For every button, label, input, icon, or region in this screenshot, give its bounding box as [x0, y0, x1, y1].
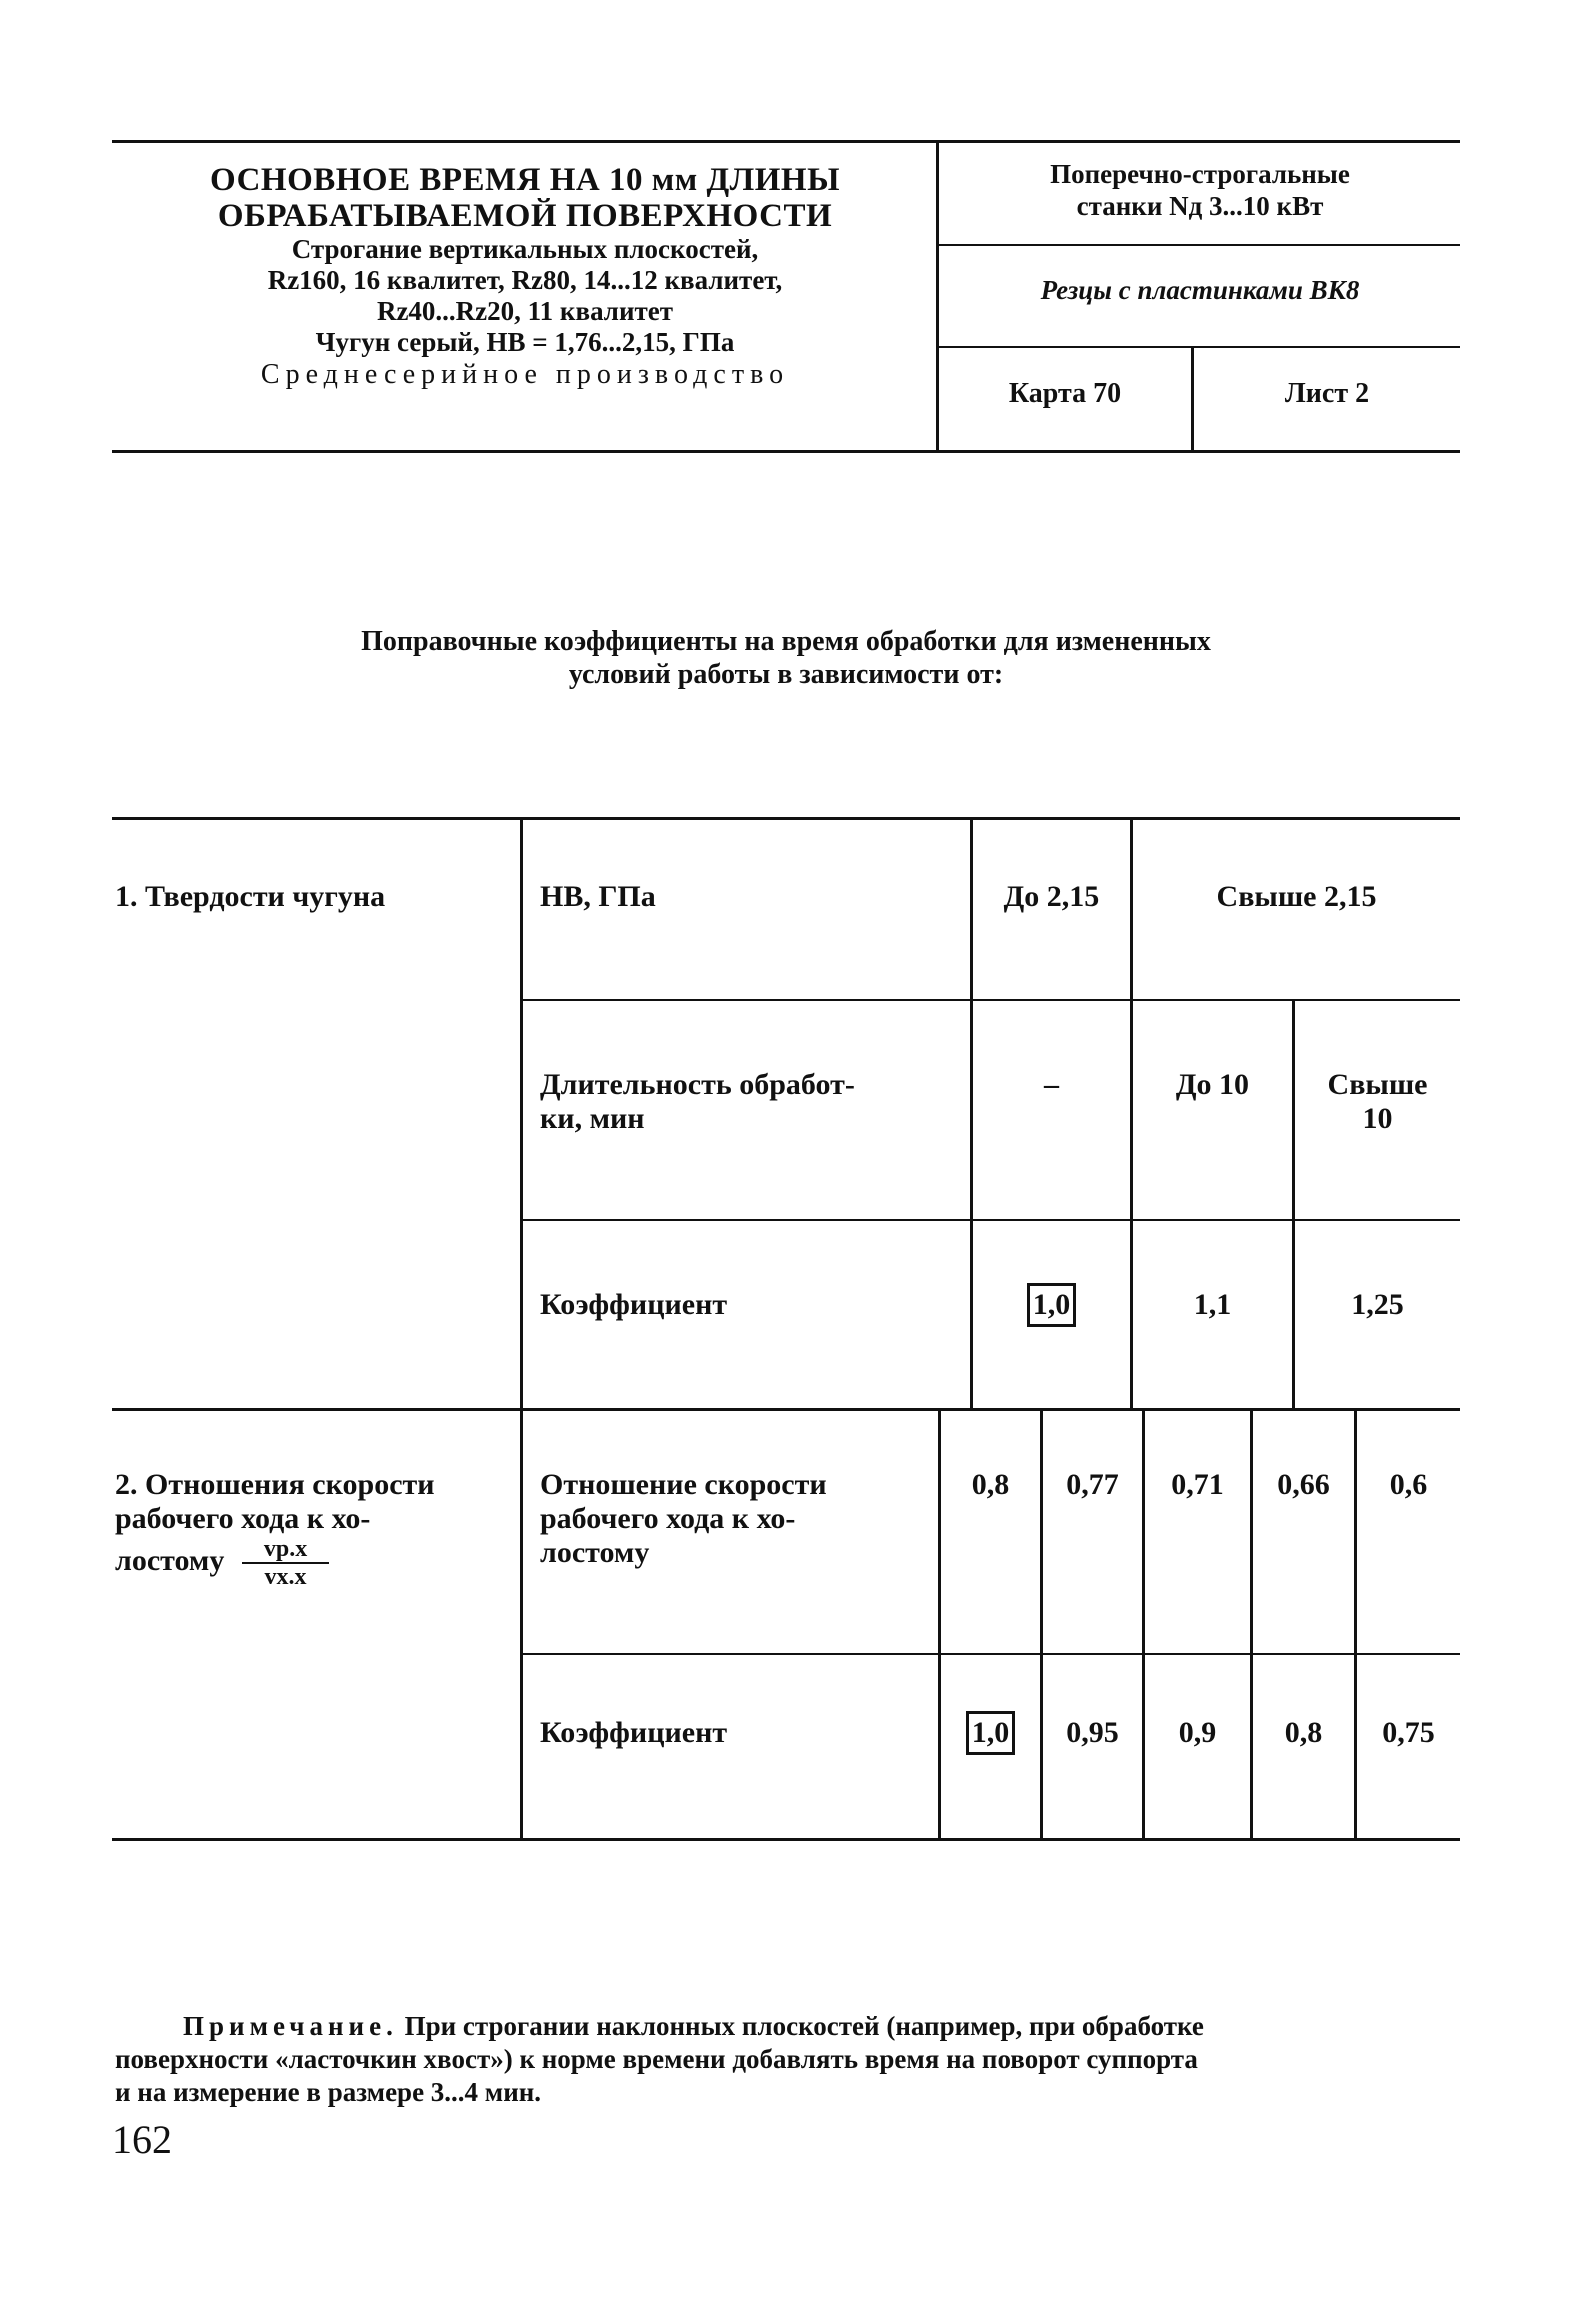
s1-row3-value1-cell — [973, 1283, 1130, 1327]
header-machine — [940, 158, 1460, 222]
s2-row1-value: 0,77 — [1066, 1468, 1119, 1501]
s2-row2-value: 0,8 — [1284, 1716, 1323, 1749]
s2-row1-param-line2: рабочего хода к хо- — [540, 1502, 796, 1535]
section1-label: 1. Твердости чугуна — [115, 880, 386, 913]
table-section-rule — [112, 1408, 1460, 1411]
note-text2: поверхности «ласточкин хвост») к норме времени добавлять время на поворот суппорта — [115, 2044, 1198, 2074]
table-bottom-rule — [112, 1838, 1460, 1841]
header-machine-line2: станки Nд 3...10 кВт — [1076, 191, 1324, 221]
section2-label-line3-text: лостому — [115, 1543, 225, 1577]
s1-row1-value2: Свыше 2,15 — [1216, 880, 1377, 913]
page-number: 162 — [112, 2117, 172, 2162]
s2-row1-param — [540, 1468, 930, 1570]
s2-row2-value: 0,9 — [1178, 1716, 1217, 1749]
s1-row3-value1: 1,0 — [1027, 1283, 1077, 1327]
s1-row1-value1: До 2,15 — [1003, 880, 1100, 913]
header-sub-line4: Чугун серый, НВ = 1,76...2,15, ГПа — [315, 327, 735, 357]
table-col-rule-s1-c — [1292, 999, 1295, 1410]
note-line1 — [115, 2010, 1460, 2043]
s1-row1-param: НВ, ГПа — [540, 880, 656, 913]
s1-row2-param-line1: Длительность обработ- — [540, 1068, 855, 1101]
table-rule-r4 — [522, 1653, 1460, 1655]
note-text3: и на измерение в размере 3...4 мин. — [115, 2077, 542, 2107]
header-card: Карта 70 — [1008, 378, 1122, 409]
s2-row2-value-boxed-cell — [941, 1711, 1040, 1755]
fraction-denominator: vх.х — [264, 1564, 307, 1590]
table-rule-r1 — [522, 999, 1460, 1001]
s1-row2-value2: До 10 — [1175, 1068, 1250, 1101]
s1-row2-param-line2: ки, мин — [540, 1102, 645, 1135]
intro-text — [112, 625, 1460, 691]
note-block — [115, 2010, 1460, 2109]
s1-row3-value2: 1,1 — [1193, 1288, 1232, 1321]
note-label: Примечание. — [183, 2011, 398, 2041]
header-machine-line1: Поперечно-строгальные — [1050, 159, 1350, 189]
header-top-rule — [112, 140, 1460, 143]
header-right-rule-2 — [938, 346, 1460, 348]
s2-row2-param: Коэффициент — [540, 1716, 728, 1749]
header-sheet: Лист 2 — [1284, 378, 1370, 409]
s2-row1-param-line3: лостому — [540, 1536, 650, 1569]
s2-row1-value: 0,8 — [971, 1468, 1010, 1501]
s2-row2-value: 0,95 — [1066, 1716, 1119, 1749]
header-sub-line1: Строгание вертикальных плоскостей, — [291, 234, 759, 264]
table-top-rule — [112, 817, 1460, 820]
header-right-rule-1 — [938, 244, 1460, 246]
header-divider — [936, 140, 939, 453]
header-title-line2: ОБРАБАТЫВАЕМОЙ ПОВЕРХНОСТИ — [217, 198, 833, 234]
header-sub-line2: Rz160, 16 квалитет, Rz80, 14...12 квалитет, — [267, 265, 783, 295]
s2-row1-value: 0,66 — [1277, 1468, 1330, 1501]
header-title-line1: ОСНОВНОЕ ВРЕМЯ НА 10 мм ДЛИНЫ — [210, 162, 840, 198]
s2-row1-value: 0,71 — [1171, 1468, 1224, 1501]
speed-ratio-fraction — [242, 1536, 329, 1590]
header-sub-line3: Rz40...Rz20, 11 квалитет — [376, 296, 674, 326]
fraction-numerator: vр.х — [242, 1536, 329, 1564]
s1-row2-value1: – — [1044, 1068, 1059, 1101]
section2-label-line2: рабочего хода к хо- — [115, 1502, 371, 1535]
s1-row2-param — [540, 1068, 960, 1136]
s2-row1-value: 0,6 — [1389, 1468, 1428, 1501]
header-bottom-rule — [112, 450, 1460, 453]
intro-line2: условий работы в зависимости от: — [568, 659, 1004, 690]
s1-row2-value3-line1: Свыше — [1327, 1068, 1428, 1101]
s1-row3-value3: 1,25 — [1351, 1288, 1404, 1321]
note-text1: При строгании наклонных плоскостей (например, при обработке — [397, 2011, 1204, 2041]
s1-row2-value3-line2: 10 — [1362, 1102, 1393, 1135]
table-col-rule-label — [520, 817, 523, 1841]
section2-label-line1: 2. Отношения скорости — [115, 1468, 435, 1501]
table-rule-r2 — [522, 1219, 1460, 1221]
s1-row3-param: Коэффициент — [540, 1288, 728, 1321]
header-title-block — [115, 162, 935, 392]
s2-row2-value: 0,75 — [1382, 1716, 1435, 1749]
header-tool: Резцы с пластинками ВК8 — [1040, 275, 1360, 305]
s2-row1-param-line1: Отношение скорости — [540, 1468, 827, 1501]
intro-line1: Поправочные коэффициенты на время обработки для измененных — [361, 626, 1211, 657]
section2-label-line3 — [115, 1536, 515, 1590]
s2-row2-value: 1,0 — [966, 1711, 1016, 1755]
header-production: Среднесерийное производство — [260, 359, 790, 390]
s1-row2-value3 — [1295, 1068, 1460, 1136]
section2-label — [115, 1468, 515, 1590]
